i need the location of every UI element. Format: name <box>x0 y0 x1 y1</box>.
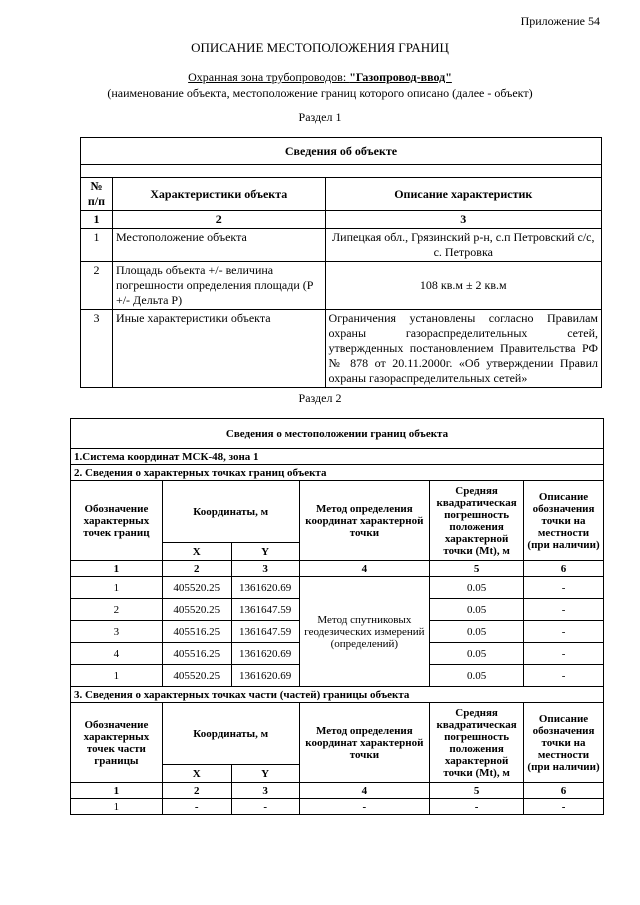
point-number: 2 <box>71 599 163 621</box>
point-y: 1361620.69 <box>231 643 299 665</box>
appendix-number: Приложение 54 <box>520 14 600 28</box>
part-point-description: - <box>524 799 604 815</box>
object-info-title: Сведения об объекте <box>81 138 602 165</box>
row-value: 108 кв.м ± 2 кв.м <box>325 262 601 310</box>
object-info-table <box>80 137 602 388</box>
col-number-6: 6 <box>524 561 604 577</box>
point-y: 1361647.59 <box>231 599 299 621</box>
col-number-2: 2 <box>162 561 231 577</box>
header-description: Описание обозначения точки на местности (при наличии) <box>524 481 604 561</box>
header-x: X <box>162 543 231 561</box>
object-prefix: Охранная зона трубопроводов: <box>188 70 350 84</box>
col-number-3: 3 <box>231 783 299 799</box>
col-number-2: 2 <box>162 783 231 799</box>
table-row <box>81 310 602 388</box>
point-description: - <box>524 643 604 665</box>
point-x: 405520.25 <box>162 665 231 687</box>
point-y: 1361647.59 <box>231 621 299 643</box>
point-mt: 0.05 <box>430 577 524 599</box>
row-number: 3 <box>81 310 113 388</box>
col-number-1: 1 <box>71 783 163 799</box>
header-description: Описание обозначения точки на местности (при наличии) <box>524 703 604 783</box>
header-coordinates: Координаты, м <box>162 703 299 765</box>
point-x: 405520.25 <box>162 577 231 599</box>
header-method: Метод определения координат характерной точки <box>299 481 430 561</box>
col-number-3: 3 <box>325 211 601 229</box>
table-row <box>71 577 604 599</box>
table-row <box>81 262 602 310</box>
header-designation-part: Обозначение характерных точек части границы <box>71 703 163 783</box>
row-number: 1 <box>81 229 113 262</box>
point-y: 1361620.69 <box>231 577 299 599</box>
point-description: - <box>524 599 604 621</box>
col-header-characteristic: Характеристики объекта <box>112 178 325 211</box>
coordinate-system: 1.Система координат МСК-48, зона 1 <box>71 449 604 465</box>
row-characteristic: Площадь объекта +/- величина погрешности определения площади (Р +/- Дельта Р) <box>112 262 325 310</box>
point-number: 1 <box>71 665 163 687</box>
part2-title: 2. Сведения о характерных точках границ объекта <box>71 465 604 481</box>
point-mt: 0.05 <box>430 643 524 665</box>
object-name-line <box>0 70 640 85</box>
table-row <box>81 229 602 262</box>
part-point-mt: - <box>430 799 524 815</box>
boundary-table-title: Сведения о местоположении границ объекта <box>71 419 604 449</box>
table-row <box>71 799 604 815</box>
col-number-4: 4 <box>299 783 430 799</box>
col-header-description: Описание характеристик <box>325 178 601 211</box>
header-y: Y <box>231 765 299 783</box>
col-number-5: 5 <box>430 783 524 799</box>
part3-title: 3. Сведения о характерных точках части (частей) границы объекта <box>71 687 604 703</box>
point-y: 1361620.69 <box>231 665 299 687</box>
point-mt: 0.05 <box>430 665 524 687</box>
row-characteristic: Иные характеристики объекта <box>112 310 325 388</box>
section2-label: Раздел 2 <box>298 391 342 405</box>
col-number-4: 4 <box>299 561 430 577</box>
point-x: 405516.25 <box>162 621 231 643</box>
point-description: - <box>524 621 604 643</box>
col-number-2: 2 <box>112 211 325 229</box>
section1-label: Раздел 1 <box>298 110 342 124</box>
part-point-number: 1 <box>71 799 163 815</box>
point-description: - <box>524 665 604 687</box>
header-method: Метод определения координат характерной точки <box>299 703 430 783</box>
part-point-y: - <box>231 799 299 815</box>
header-designation: Обозначение характерных точек границ <box>71 481 163 561</box>
point-description: - <box>524 577 604 599</box>
boundary-table <box>70 418 604 815</box>
document-title: ОПИСАНИЕ МЕСТОПОЛОЖЕНИЯ ГРАНИЦ <box>191 40 449 55</box>
object-note: (наименование объекта, местоположение границ которого описано (далее - объект) <box>107 86 533 100</box>
header-error: Средняя квадратическая погрешность положения характерной точки (Mt), м <box>430 481 524 561</box>
part-point-x: - <box>162 799 231 815</box>
col-number-5: 5 <box>430 561 524 577</box>
point-mt: 0.05 <box>430 621 524 643</box>
col-number-6: 6 <box>524 783 604 799</box>
point-number: 3 <box>71 621 163 643</box>
point-mt: 0.05 <box>430 599 524 621</box>
header-y: Y <box>231 543 299 561</box>
col-number-1: 1 <box>81 211 113 229</box>
row-number: 2 <box>81 262 113 310</box>
spacer-row <box>81 165 602 178</box>
point-x: 405516.25 <box>162 643 231 665</box>
point-number: 1 <box>71 577 163 599</box>
method-value: Метод спутниковых геодезических измерений (определений) <box>299 577 430 687</box>
col-number-3: 3 <box>231 561 299 577</box>
row-value: Липецкая обл., Грязинский р-н, с.п Петровский с/с, с. Петровка <box>325 229 601 262</box>
point-number: 4 <box>71 643 163 665</box>
col-header-number: № п/п <box>81 178 113 211</box>
point-x: 405520.25 <box>162 599 231 621</box>
header-error: Средняя квадратическая погрешность положения характерной точки (Mt), м <box>430 703 524 783</box>
row-characteristic: Местоположение объекта <box>112 229 325 262</box>
object-name: "Газопровод-ввод" <box>349 70 452 84</box>
header-coordinates: Координаты, м <box>162 481 299 543</box>
header-x: X <box>162 765 231 783</box>
part-point-method: - <box>299 799 430 815</box>
row-value: Ограничения установлены согласно Правилам охраны газораспределительных сетей, утвержденных постановлением Правительства РФ № 878 от 20.11.2000г. «Об утверждении Правил охраны газораспределительных сетей» <box>325 310 601 388</box>
col-number-1: 1 <box>71 561 163 577</box>
